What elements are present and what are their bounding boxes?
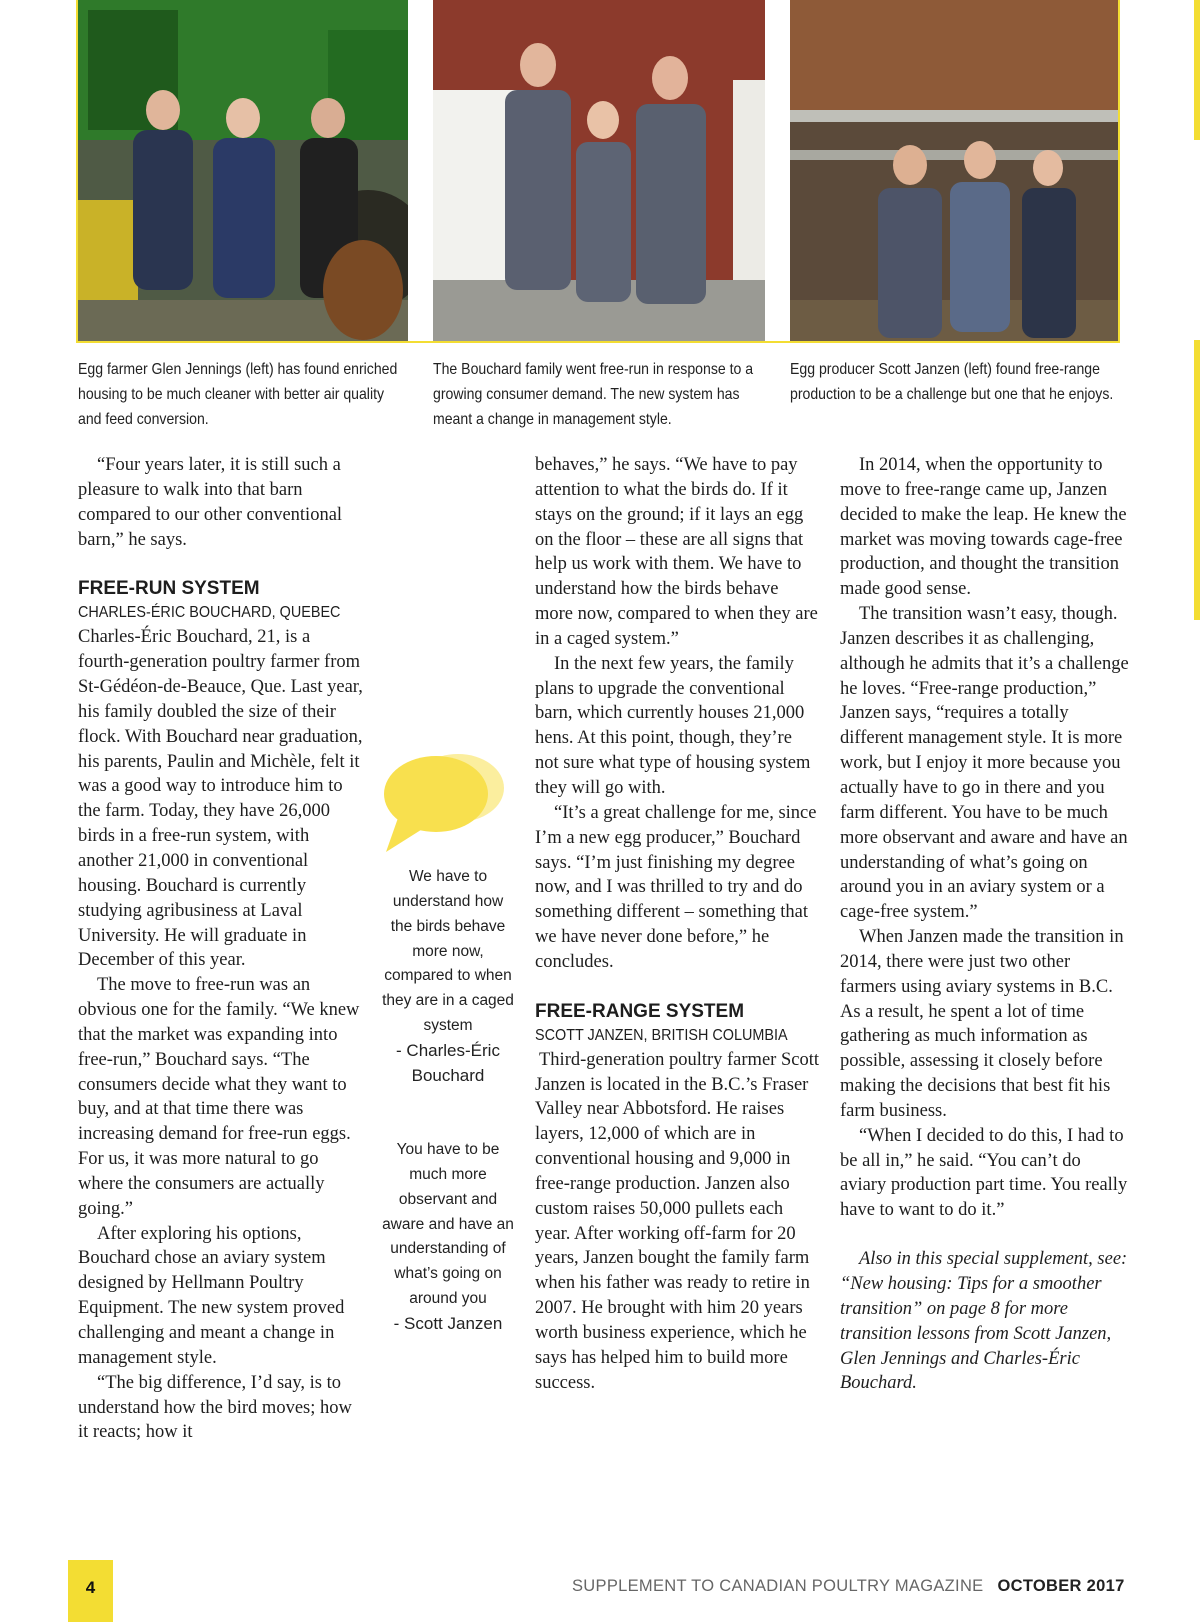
paragraph: The move to free-run was an obvious one for the family. “We knew that the market was expanding into free-run,” Bouchard says. “The consumers decide what they want to buy, and at that time there was increasing demand for free-run eggs. For us, it was more natural to go where the consumers are actually going.”: [78, 975, 360, 1219]
footer-running-head: [572, 1577, 1125, 1596]
paragraph: “It’s a great challenge for me, since I’m a new egg producer,” Bouchard says. “I’m just finishing my degree now, and I was thrilled to try and do something different – something that we have never done before,” he concludes.: [535, 802, 817, 972]
quote-text: We have to understand how the birds behave more now, compared to when they are in a caged system: [382, 868, 514, 1035]
article-column-3: [840, 453, 1130, 1396]
speech-bubble-icon: [376, 748, 506, 856]
edge-marker: [1194, 0, 1200, 140]
page-number: 4: [85, 1578, 96, 1597]
section-heading-free-run: FREE-RUN SYSTEM: [78, 578, 260, 600]
pull-quote-janzen: [381, 1138, 515, 1337]
section-subheading: SCOTT JANZEN, BRITISH COLUMBIA: [535, 1026, 788, 1044]
photo-caption-1: Egg farmer Glen Jennings (left) has found enriched housing to be much cleaner with better air quality and feed conversion.: [78, 361, 398, 428]
article-column-1: [78, 453, 363, 1445]
paragraph: behaves,” he says. “We have to pay attention to what the birds do. If it stays on the ground; if it lays an egg on the floor – these are all signs that help us work with them. We have to understand how the birds behave more now, compared to when they are in a caged system.”: [535, 455, 818, 649]
photo-caption-2: The Bouchard family went free-run in response to a growing consumer demand. The new system has meant a change in management style.: [433, 361, 754, 428]
photo-scott-janzen: [790, 0, 1120, 343]
paragraph: The transition wasn’t easy, though. Janzen describes it as challenging, although he admits that it’s a challenge he loves. “Free-range production,” Janzen says, “requires a totally different management style. It is more work, but I enjoy it more because you actually have to go in there and you farm different. You have to be much more observant and aware and have an understanding of what’s going on around you in an aviary system or a cage-free system.”: [840, 604, 1129, 923]
photo-glen-jennings: [78, 0, 408, 343]
page-number-box: [68, 1560, 113, 1622]
paragraph: “When I decided to do this, I had to be all in,” he said. “You can’t do aviary production part time. You really have to want to do it.”: [840, 1125, 1128, 1221]
article-column-2: [535, 453, 820, 1396]
section-subheading: CHARLES-ÉRIC BOUCHARD, QUEBEC: [78, 604, 341, 622]
supplement-note: Also in this special supplement, see: “New housing: Tips for a smoother transition” on page 8 for more transition lessons from Scott Janzen, Glen Jennings and Charles-Éric Bouchard.: [840, 1249, 1128, 1394]
frame-line-bottom: [76, 341, 1120, 343]
paragraph: “Four years later, it is still such a pleasure to walk into that barn compared to our other conventional barn,” he says.: [78, 455, 343, 550]
footer-publication: SUPPLEMENT TO CANADIAN POULTRY MAGAZINE: [572, 1577, 984, 1595]
frame-line-right: [1118, 0, 1120, 343]
paragraph: Charles-Éric Bouchard, 21, is a fourth-generation poultry farmer from St-Gédéon-de-Beauce, Que. Last year, his family doubled the size of their flock. With Bouchard near graduation, his parents, Paulin and Michèle, felt it was a good way to introduce him to the farm. Today, they have 26,000 birds in a free-run system, with another 21,000 in conventional housing. Bouchard is currently studying agribusiness at Laval University. He will graduate in December of this year.: [78, 627, 363, 971]
paragraph: After exploring his options, Bouchard chose an aviary system designed by Hellmann Poultry Equipment. The new system proved challenging and meant a change in management style.: [78, 1223, 345, 1368]
footer-date: OCTOBER 2017: [997, 1577, 1125, 1595]
photo-bouchard-family: [433, 0, 765, 343]
frame-line-left: [76, 0, 78, 343]
quote-text: You have to be much more observant and aware and have an understanding of what’s going on around you: [382, 1141, 514, 1308]
quote-author: - Scott Janzen: [393, 1313, 503, 1333]
quote-author: - Charles-Éric Bouchard: [396, 1040, 500, 1085]
pull-quote-bouchard: [381, 865, 515, 1089]
paragraph: When Janzen made the transition in 2014, there were just two other farmers using aviary systems in B.C. As a result, he spent a lot of time gathering as much information as possible, assessing it closely before making the decisions that best fit his farm business.: [840, 927, 1124, 1121]
paragraph: In 2014, when the opportunity to move to free-range came up, Janzen decided to make the leap. He knew the market was moving towards cage-free production, and thought the transition made good sense.: [840, 455, 1127, 600]
paragraph: “The big difference, I’d say, is to understand how the bird moves; how it reacts; how it: [78, 1372, 352, 1443]
edge-marker: [1194, 340, 1200, 620]
paragraph: Third-generation poultry farmer Scott Janzen is located in the B.C.’s Fraser Valley near Abbotsford. He raises layers, 12,000 of which are in conventional housing and 9,000 in free-range production. Janzen also custom raises 50,000 pullets each year. After working off-farm for 20 years, Janzen bought the family farm when his father was ready to retire in 2007. He brought with him 20 years worth business experience, which he says has helped him to build more success.: [535, 1049, 819, 1393]
paragraph: In the next few years, the family plans to upgrade the conventional barn, which currently houses 21,000 hens. At this point, though, they’re not sure what type of housing system they will go with.: [535, 653, 811, 798]
section-heading-free-range: FREE-RANGE SYSTEM: [535, 1000, 745, 1022]
photo-caption-3: Egg producer Scott Janzen (left) found free-range production to be a challenge but one that he enjoys.: [790, 361, 1114, 403]
